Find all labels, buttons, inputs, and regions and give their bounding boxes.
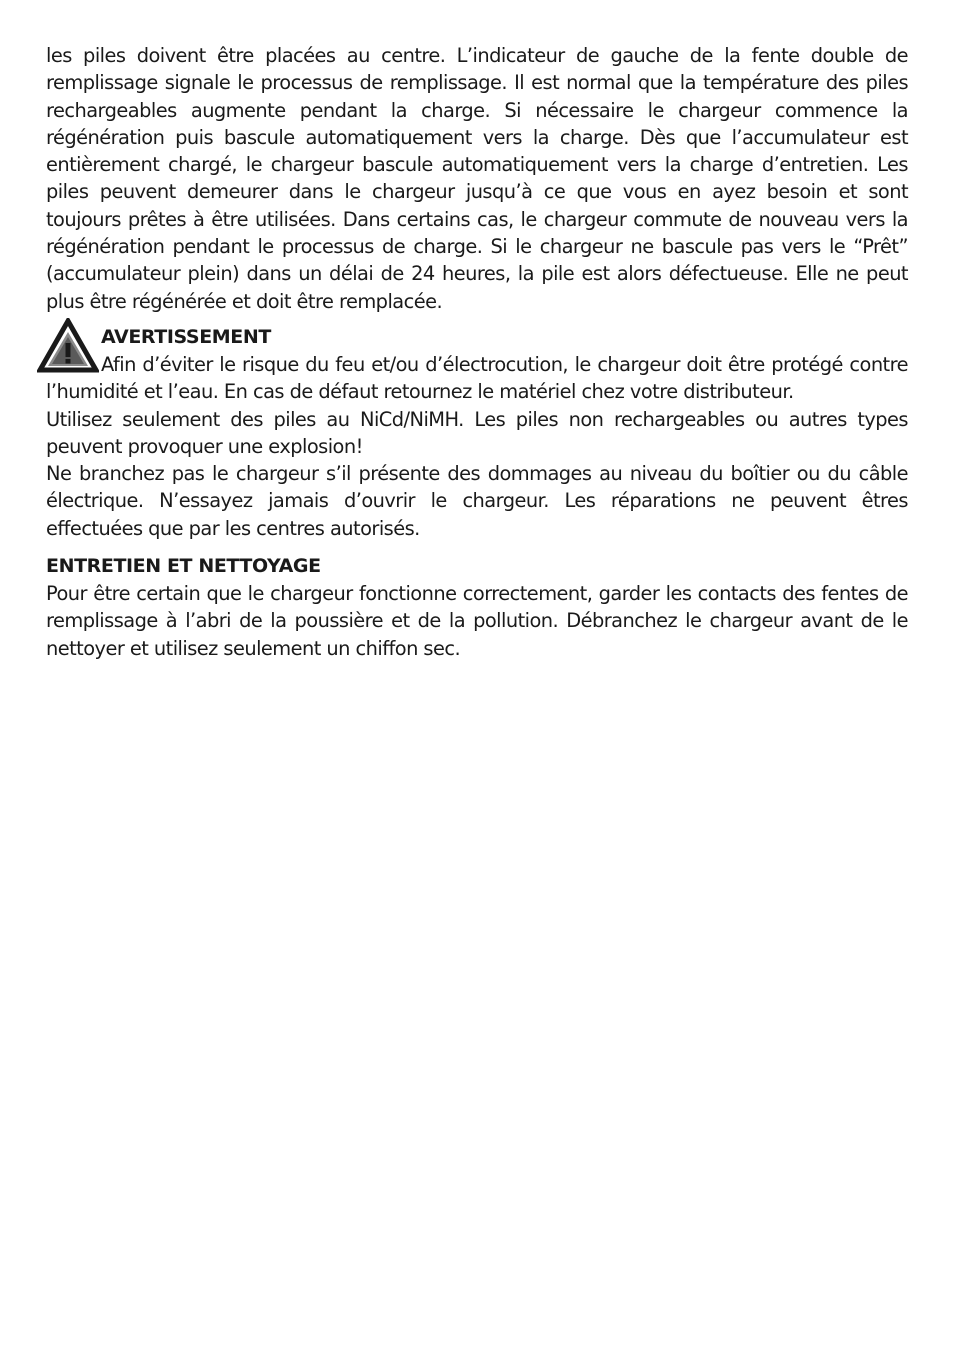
warning-section xyxy=(46,324,908,542)
warning-paragraph-1: Afin d’éviter le risque du feu et/ou d’électrocution, le chargeur doit être protégé contre l’humidité et l’eau. En cas de défaut retournez le matériel chez votre distributeur. xyxy=(46,352,908,404)
warning-triangle-icon xyxy=(37,318,99,374)
maintenance-section xyxy=(46,553,908,662)
warning-title: AVERTISSEMENT xyxy=(101,325,271,348)
maintenance-title: ENTRETIEN ET NETTOYAGE xyxy=(46,555,321,578)
document-page xyxy=(46,42,908,662)
intro-paragraph: les piles doivent être placées au centre. L’indicateur de gauche de la fente double de remplissage signale le processus de remplissage. Il est normal que la température des piles rechargeables augmente pendant la charge. Si nécessaire le chargeur commence la régénération puis bascule automatiquement vers la charge. Dès que l’accumulateur est entièrement chargé, le chargeur bascule automatiquement vers la charge d’entretien. Les piles peuvent demeurer dans le chargeur jusqu’à ce que vous en ayez besoin et sont toujours prêtes à être utilisées. Dans certains cas, le chargeur commute de nouveau vers la régénération pendant le processus de charge. Si le chargeur ne bascule pas vers le “Prêt” (accumulateur plein) dans un délai de 24 heures, la pile est alors défectueuse. Elle ne peut plus être régénérée et doit être remplacée. xyxy=(46,44,908,313)
warning-paragraph-2: Utilisez seulement des piles au NiCd/NiMH. Les piles non rechargeables ou autres types peuvent provoquer une explosion! xyxy=(46,407,908,458)
warning-paragraph-3: Ne branchez pas le chargeur s’il présente des dommages au niveau du boîtier ou du câble électrique. N’essayez jamais d’ouvrir le chargeur. Les réparations ne peuvent êtres effectuées que par les centres autorisés. xyxy=(46,462,908,540)
maintenance-paragraph: Pour être certain que le chargeur fonctionne correctement, garder les contacts des fentes de remplissage à l’abri de la poussière et de la pollution. Débranchez le chargeur avant de le nettoyer et utilisez seulement un chiffon sec. xyxy=(46,582,908,660)
